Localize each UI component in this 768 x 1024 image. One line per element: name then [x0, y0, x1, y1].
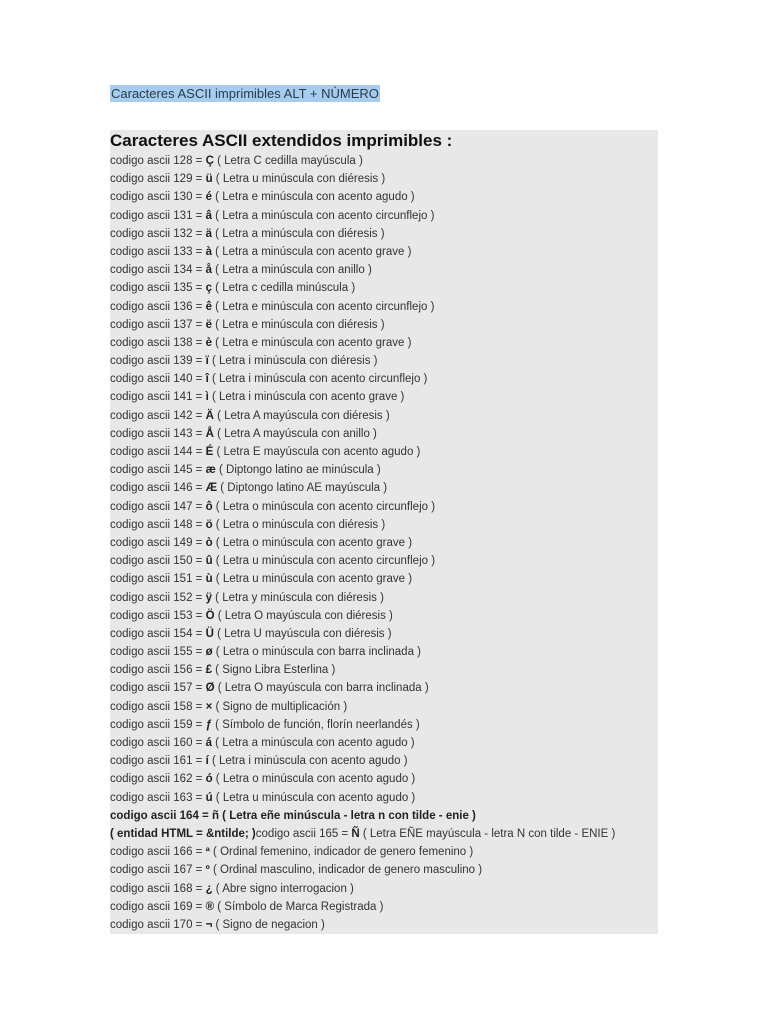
list-item: codigo ascii 129 = ü ( Letra u minúscula con diéresis ) — [110, 173, 386, 186]
list-item: codigo ascii 152 = ÿ ( Letra y minúscula con diéresis ) — [110, 591, 384, 604]
list-item: codigo ascii 134 = å ( Letra a minúscula con anillo ) — [110, 264, 372, 277]
list-item: codigo ascii 147 = ô ( Letra o minúscula con acento circunflejo ) — [110, 500, 436, 513]
list-item: codigo ascii 157 = Ø ( Letra O mayúscula con barra inclinada ) — [110, 682, 429, 695]
list-item: codigo ascii 140 = î ( Letra i minúscula con acento circunflejo ) — [110, 373, 428, 386]
list-item: codigo ascii 148 = ö ( Letra o minúscula con diéresis ) — [110, 518, 386, 531]
list-item: codigo ascii 137 = ë ( Letra e minúscula con diéresis ) — [110, 318, 385, 331]
list-item: codigo ascii 138 = è ( Letra e minúscula con acento grave ) — [110, 336, 412, 349]
list-item: codigo ascii 133 = à ( Letra a minúscula con acento grave ) — [110, 245, 412, 258]
list-item: codigo ascii 160 = á ( Letra a minúscula con acento agudo ) — [110, 737, 415, 749]
list-item-164: codigo ascii 164 = ñ ( Letra eñe minúscula - letra n con tilde - enie ) — [110, 809, 476, 822]
list-item: codigo ascii 153 = Ö ( Letra O mayúscula con diéresis ) — [110, 609, 393, 622]
list-item: codigo ascii 142 = Ä ( Letra A mayúscula con diéresis ) — [110, 409, 390, 422]
list-item: codigo ascii 135 = ç ( Letra c cedilla minúscula ) — [110, 282, 356, 295]
list-item: codigo ascii 169 = ® ( Símbolo de Marca Registrada ) — [110, 900, 384, 913]
list-item: codigo ascii 144 = É ( Letra E mayúscula con acento agudo ) — [110, 446, 421, 458]
list-item: codigo ascii 136 = ê ( Letra e minúscula con acento circunflejo ) — [110, 300, 435, 313]
ascii-table-panel — [110, 130, 658, 934]
list-item: codigo ascii 139 = ï ( Letra i minúscula con diéresis ) — [110, 355, 378, 368]
list-item: codigo ascii 161 = í ( Letra i minúscula con acento agudo ) — [110, 755, 408, 768]
list-item: codigo ascii 145 = æ ( Diptongo latino ae minúscula ) — [110, 464, 381, 477]
list-item: codigo ascii 155 = ø ( Letra o minúscula con barra inclinada ) — [110, 646, 421, 659]
panel-title: Caracteres ASCII extendidos imprimibles : — [110, 131, 453, 150]
list-item: codigo ascii 170 = ¬ ( Signo de negacion ) — [110, 918, 325, 931]
list-item: codigo ascii 154 = Ü ( Letra U mayúscula con diéresis ) — [110, 627, 392, 640]
list-item: codigo ascii 146 = Æ ( Diptongo latino AE mayúscula ) — [110, 482, 388, 495]
list-item: codigo ascii 156 = £ ( Signo Libra Esterlina ) — [110, 664, 336, 677]
list-item: codigo ascii 163 = ú ( Letra u minúscula con acento agudo ) — [110, 791, 416, 804]
list-item: codigo ascii 151 = ù ( Letra u minúscula con acento grave ) — [110, 573, 413, 586]
list-item: codigo ascii 131 = â ( Letra a minúscula con acento circunflejo ) — [110, 209, 435, 222]
list-item: codigo ascii 166 = ª ( Ordinal femenino, indicador de genero femenino ) — [110, 846, 474, 859]
list-item: codigo ascii 158 = × ( Signo de multiplicación ) — [110, 700, 348, 713]
list-item: codigo ascii 150 = û ( Letra u minúscula con acento circunflejo ) — [110, 555, 436, 568]
list-item-165: ( entidad HTML = &ntilde; )codigo ascii 165 = Ñ ( Letra EÑE mayúscula - letra N con tilde - ENIE ) — [110, 827, 616, 840]
list-item: codigo ascii 167 = º ( Ordinal masculino, indicador de genero masculino ) — [110, 864, 483, 877]
list-item: codigo ascii 130 = é ( Letra e minúscula con acento agudo ) — [110, 191, 415, 204]
list-item: codigo ascii 168 = ¿ ( Abre signo interrogacion ) — [110, 882, 354, 895]
list-item: codigo ascii 162 = ó ( Letra o minúscula con acento agudo ) — [110, 773, 416, 786]
list-item: codigo ascii 128 = Ç ( Letra C cedilla mayúscula ) — [110, 155, 363, 167]
html-entity-note: ( entidad HTML = &ntilde; ) — [110, 827, 256, 840]
list-item: codigo ascii 141 = ì ( Letra i minúscula con acento grave ) — [110, 391, 405, 404]
header-link[interactable]: Caracteres ASCII imprimibles ALT + NÙMERO — [111, 86, 379, 101]
list-item: codigo ascii 143 = Å ( Letra A mayúscula con anillo ) — [110, 427, 377, 440]
ascii-list — [110, 152, 658, 934]
list-item: codigo ascii 132 = ä ( Letra a minúscula con diéresis ) — [110, 227, 385, 240]
list-item: codigo ascii 159 = ƒ ( Símbolo de función, florín neerlandés ) — [110, 718, 420, 731]
list-item: codigo ascii 149 = ò ( Letra o minúscula con acento grave ) — [110, 536, 413, 549]
